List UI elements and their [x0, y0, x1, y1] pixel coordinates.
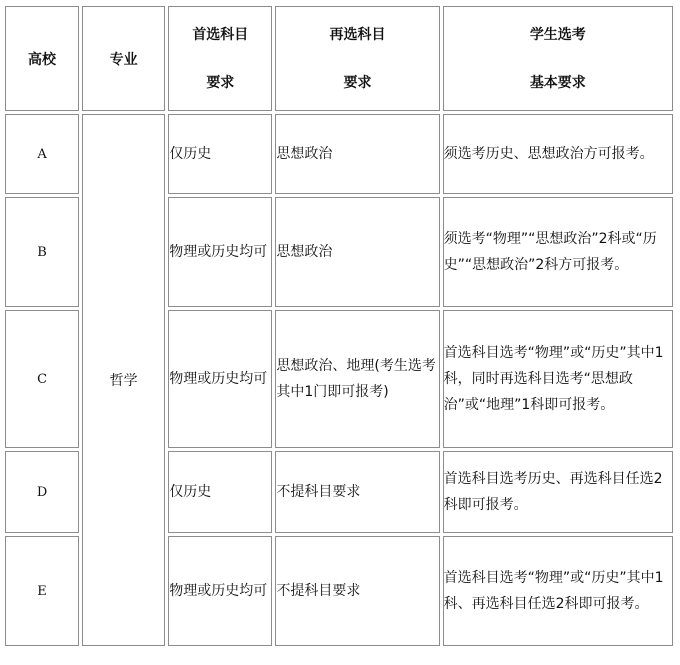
header-second-subject	[275, 6, 439, 111]
header-first-line2: 要求	[206, 74, 235, 91]
school-cell: D	[5, 451, 79, 533]
header-first-line1: 首选科目	[192, 26, 249, 43]
subject-requirements-table	[2, 3, 676, 649]
second-subject-cell: 不提科目要求	[275, 451, 439, 533]
requirement-cell: 首选科目选考“物理”或“历史”其中1科、再选科目任选2科即可报考。	[443, 536, 673, 646]
second-subject-cell: 思想政治	[275, 197, 439, 307]
header-req-line2: 基本要求	[529, 74, 586, 91]
requirement-cell: 须选考历史、思想政治方可报考。	[443, 114, 673, 194]
header-requirement	[443, 6, 673, 111]
header-second-line2: 要求	[343, 74, 372, 91]
header-req-line1: 学生选考	[529, 26, 586, 43]
requirement-cell: 首选科目选考“物理”或“历史”其中1科，同时再选科目选考“思想政治”或“地理”1科即可报考。	[443, 310, 673, 448]
major-cell: 哲学	[82, 114, 165, 646]
school-cell: B	[5, 197, 79, 307]
first-subject-cell: 物理或历史均可	[168, 197, 272, 307]
first-subject-cell: 物理或历史均可	[168, 536, 272, 646]
school-cell: C	[5, 310, 79, 448]
first-subject-cell: 仅历史	[168, 451, 272, 533]
second-subject-cell: 思想政治、地理(考生选考其中1门即可报考)	[275, 310, 439, 448]
requirement-cell: 首选科目选考历史、再选科目任选2科即可报考。	[443, 451, 673, 533]
table-row	[5, 114, 673, 194]
header-second-line1: 再选科目	[329, 26, 386, 43]
school-cell: E	[5, 536, 79, 646]
requirement-cell: 须选考“物理”“思想政治”2科或“历史”“思想政治”2科方可报考。	[443, 197, 673, 307]
header-first-subject	[168, 6, 272, 111]
header-major: 专业	[82, 6, 165, 111]
first-subject-cell: 仅历史	[168, 114, 272, 194]
school-cell: A	[5, 114, 79, 194]
first-subject-cell: 物理或历史均可	[168, 310, 272, 448]
header-school: 高校	[5, 6, 79, 111]
header-row	[5, 6, 673, 111]
second-subject-cell: 思想政治	[275, 114, 439, 194]
second-subject-cell: 不提科目要求	[275, 536, 439, 646]
